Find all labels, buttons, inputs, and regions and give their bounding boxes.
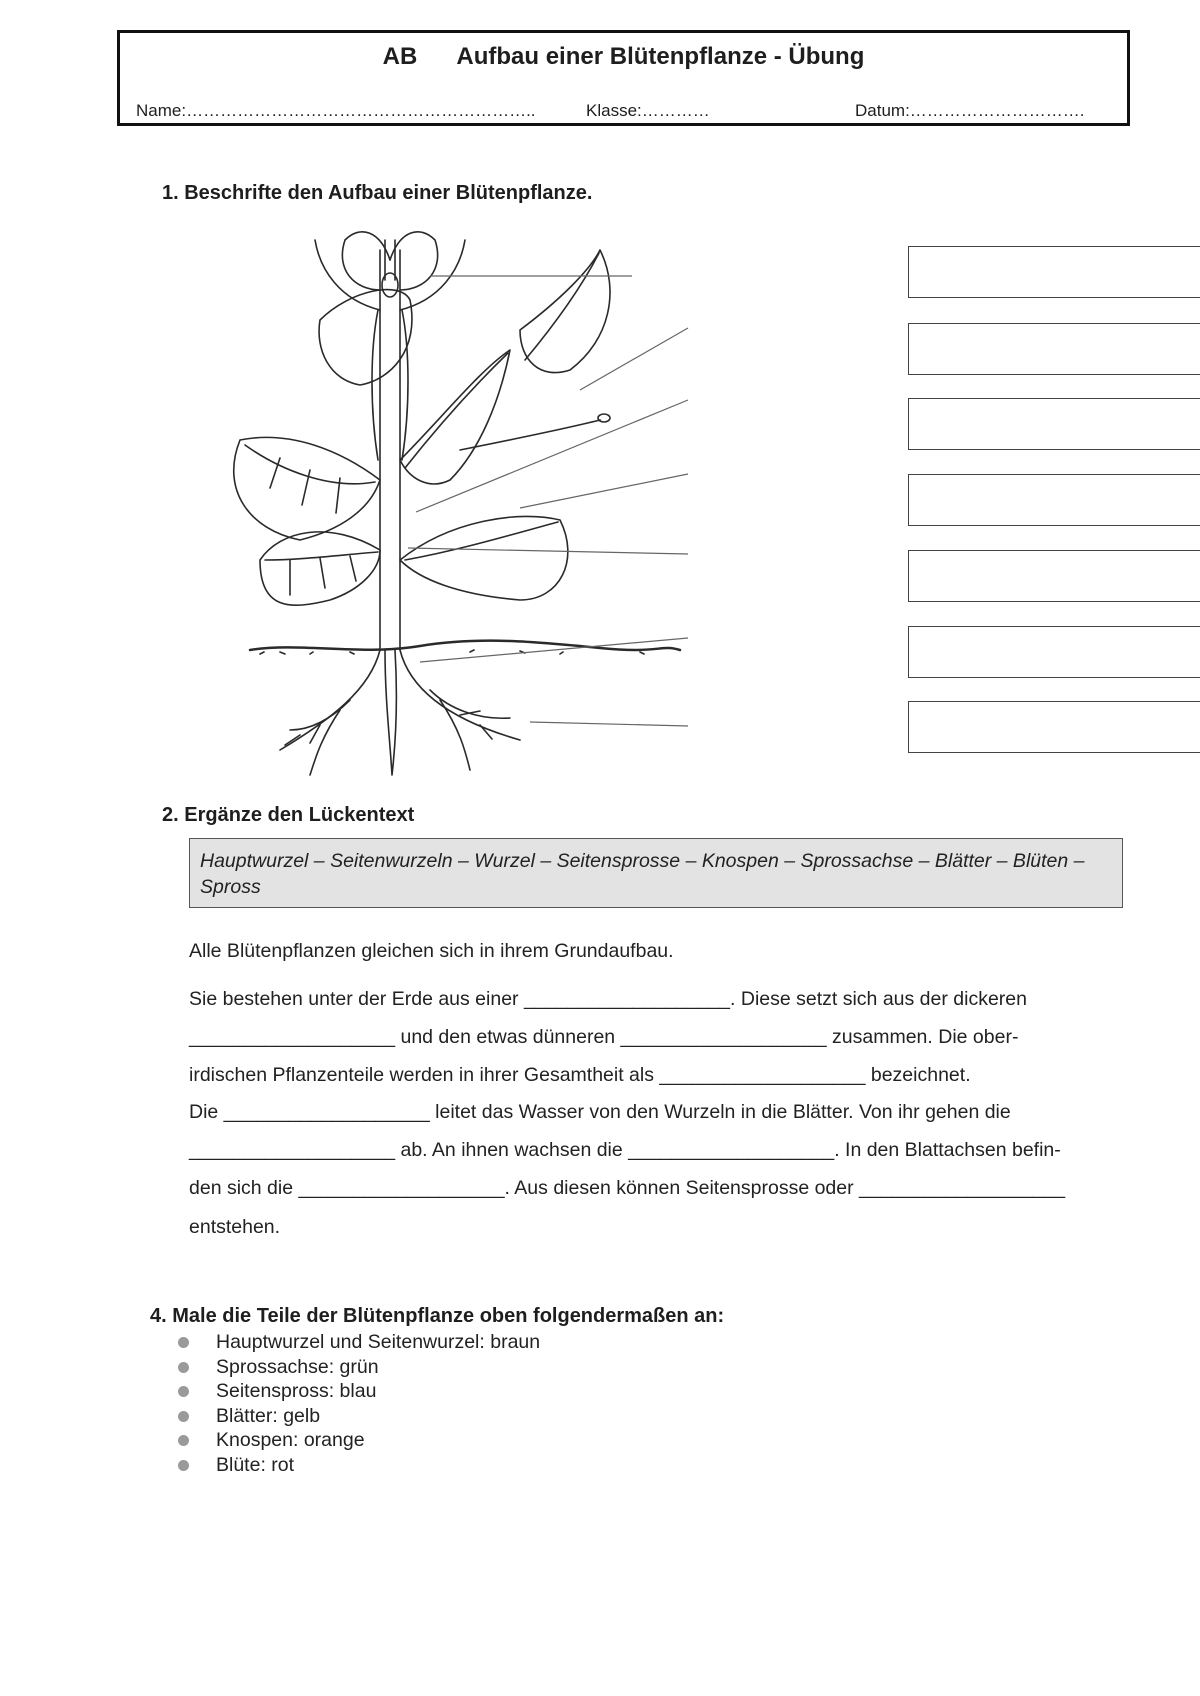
bullet-icon [178,1435,189,1446]
label-box-1[interactable] [908,246,1200,298]
bullet-icon [178,1460,189,1471]
list-item [178,1404,540,1429]
task1-heading: 1. Beschrifte den Aufbau einer Blütenpflanze. [162,182,593,204]
bullet-icon [178,1362,189,1373]
list-item-text: Hauptwurzel und Seitenwurzel: braun [216,1331,541,1353]
task4-heading: 4. Male die Teile der Blütenpflanze oben folgendermaßen an: [150,1305,725,1327]
task2-heading: 2. Ergänze den Lückentext [162,804,415,826]
cloze-line[interactable]: Sie bestehen unter der Erde aus einer ___________________. Diese setzt sich aus der dickeren [189,988,1027,1010]
label-box-4[interactable] [908,474,1200,526]
label-box-5[interactable] [908,550,1200,602]
bullet-icon [178,1411,189,1422]
list-item-text: Blüte: rot [216,1453,295,1476]
cloze-line[interactable]: ___________________ und den etwas dünneren ___________________ zusammen. Die ober- [189,1026,1019,1048]
coloring-instructions-list [178,1330,540,1478]
list-item-text: Blätter: gelb [216,1404,321,1427]
label-box-3[interactable] [908,398,1200,450]
label-box-7[interactable] [908,701,1200,753]
cloze-line[interactable]: irdischen Pflanzenteile werden in ihrer Gesamtheit als ___________________ bezeichnet. [189,1064,971,1086]
name-field[interactable]: Name:…………………………………………………….. [136,101,536,120]
list-item-text: Knospen: orange [216,1429,365,1452]
cloze-intro: Alle Blütenpflanzen gleichen sich in ihrem Grundaufbau. [189,940,674,962]
list-item [178,1330,540,1355]
word-bank: Hauptwurzel – Seitenwurzeln – Wurzel – Seitensprosse – Knospen – Sprossachse – Blätter – Blüten – Spross [189,838,1123,908]
worksheet-title: AB Aufbau einer Blütenpflanze - Übung [382,43,865,70]
cloze-line[interactable]: den sich die ___________________. Aus diesen können Seitensprosse oder ___________________ [189,1177,1066,1199]
cloze-line[interactable]: ___________________ ab. An ihnen wachsen die ___________________. In den Blattachsen befin- [189,1139,1061,1161]
list-item-text: Sprossachse: grün [216,1355,379,1378]
bullet-icon [178,1386,189,1397]
list-item [178,1379,540,1404]
label-box-2[interactable] [908,323,1200,375]
list-item [178,1453,540,1478]
plant-diagram [220,230,1100,790]
list-item [178,1355,540,1380]
label-box-6[interactable] [908,626,1200,678]
list-item [178,1428,540,1453]
header-box [117,30,1130,126]
cloze-line[interactable]: Die ___________________ leitet das Wasser von den Wurzeln in die Blätter. Von ihr gehen die [189,1101,1011,1123]
bullet-icon [178,1337,189,1348]
class-field[interactable]: Klasse:………… [586,101,710,120]
cloze-line: entstehen. [189,1216,281,1238]
list-item-text: Seitenspross: blau [216,1380,377,1403]
date-field[interactable]: Datum:…………………………. [855,101,1085,120]
